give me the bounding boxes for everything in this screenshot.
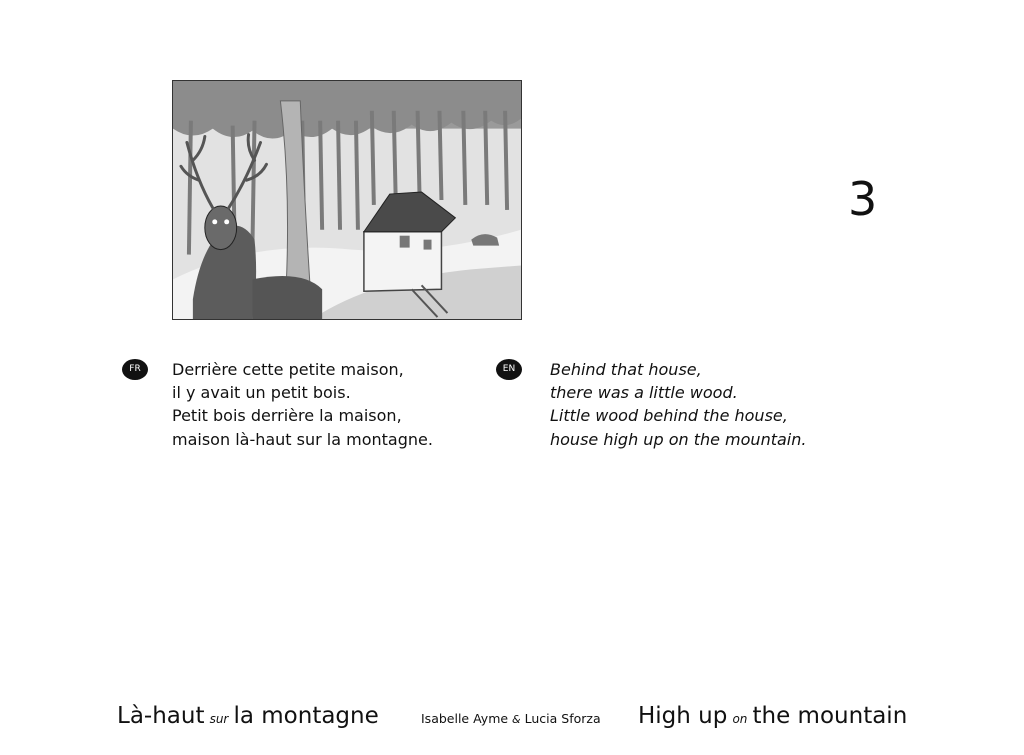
french-title-part: la montagne bbox=[233, 703, 379, 729]
english-book-title bbox=[638, 703, 907, 729]
author-name: Lucia Sforza bbox=[524, 711, 601, 726]
author-name: Isabelle Ayme bbox=[421, 711, 509, 726]
english-title-part: the mountain bbox=[752, 703, 908, 729]
page-number: 3 bbox=[848, 172, 878, 226]
english-verse-line: house high up on the mountain. bbox=[550, 429, 807, 449]
french-language-badge: FR bbox=[122, 359, 148, 380]
english-language-badge: EN bbox=[496, 359, 522, 380]
english-verse-line: there was a little wood. bbox=[550, 383, 738, 403]
french-title-part: Là-haut bbox=[117, 703, 205, 729]
french-verse-line: maison là-haut sur la montagne. bbox=[172, 429, 433, 449]
french-book-title bbox=[117, 703, 379, 729]
english-verse-line: Little wood behind the house, bbox=[550, 406, 788, 426]
french-verse bbox=[172, 358, 433, 451]
french-verse-line: il y avait un petit bois. bbox=[172, 383, 351, 403]
french-verse-line: Petit bois derrière la maison, bbox=[172, 406, 402, 426]
book-authors bbox=[421, 711, 601, 726]
french-verse-line: Derrière cette petite maison, bbox=[172, 360, 404, 379]
french-title-connector: sur bbox=[209, 712, 229, 726]
book-illustration bbox=[172, 80, 522, 320]
english-title-part: High up bbox=[638, 703, 728, 729]
english-title-connector: on bbox=[732, 712, 748, 726]
forest-deer-house-drawing bbox=[173, 81, 521, 319]
english-verse bbox=[550, 358, 806, 451]
authors-ampersand: & bbox=[512, 713, 521, 726]
english-verse-line: Behind that house, bbox=[550, 360, 702, 379]
